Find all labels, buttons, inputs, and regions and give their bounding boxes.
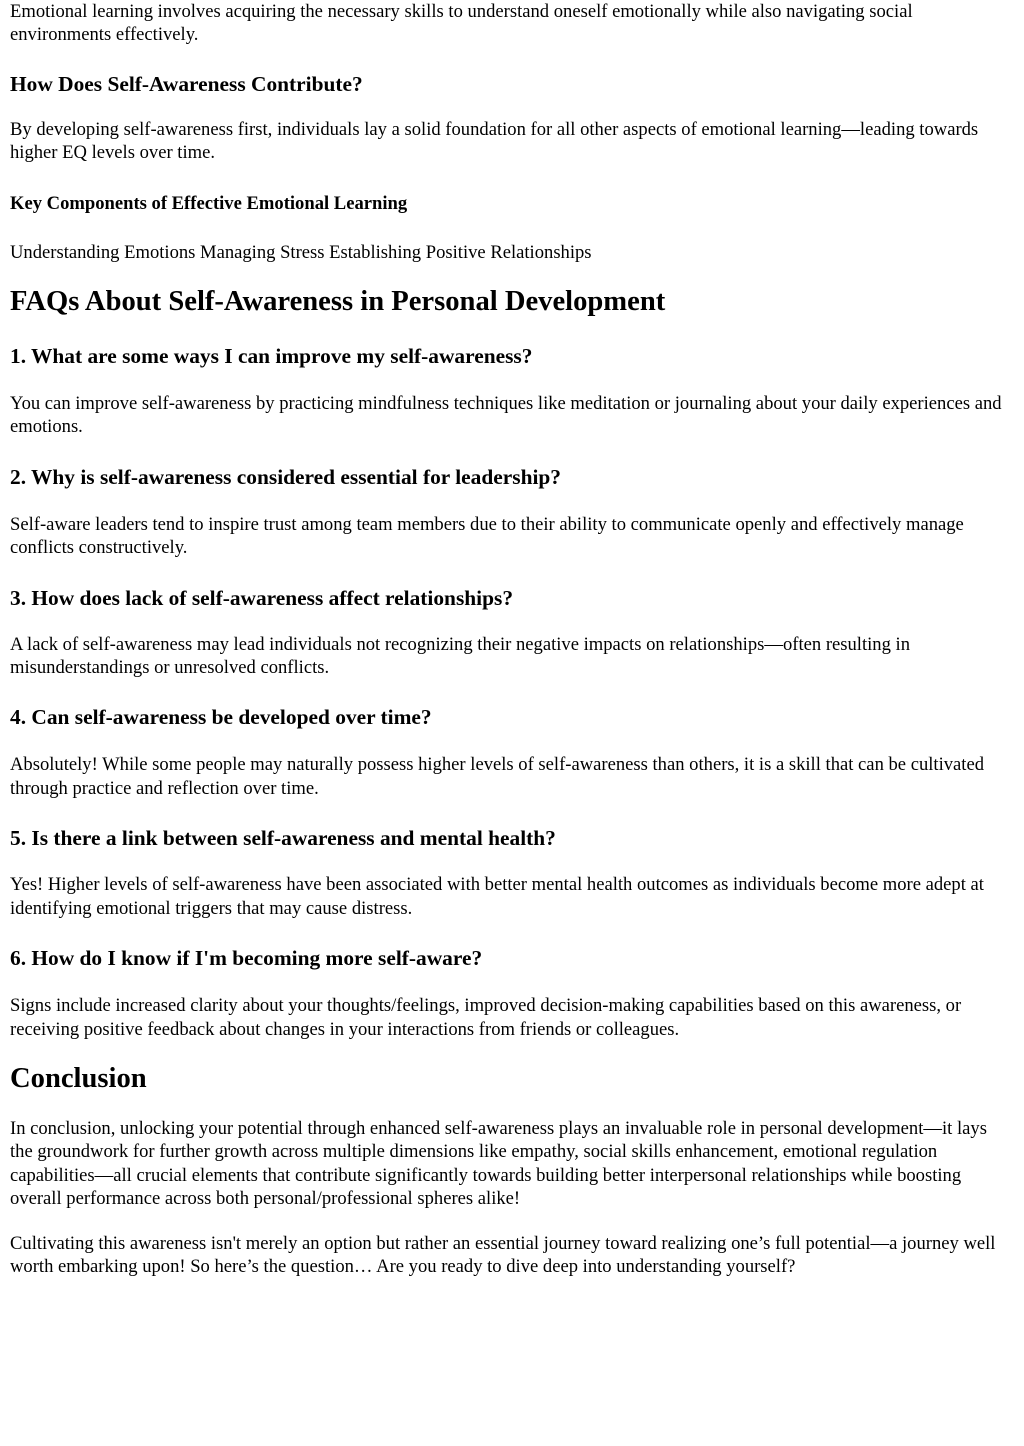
intro-paragraph: Emotional learning involves acquiring the necessary skills to understand oneself emotionally while also navigating social environments effectively.: [10, 1, 913, 46]
key-components-heading: Key Components of Effective Emotional Learning: [10, 192, 408, 214]
faq-question: 3. How does lack of self-awareness affect relationships?: [10, 585, 514, 610]
faq-answer: A lack of self-awareness may lead individuals not recognizing their negative impacts on relationships—often resulting in misunderstandings or unresolved conflicts.: [10, 633, 910, 679]
self-awareness-paragraph: By developing self-awareness first, individuals lay a solid foundation for all other aspects of emotional learning—leading towards higher EQ levels over time.: [10, 118, 979, 164]
faq-question: 1. What are some ways I can improve my self-awareness?: [10, 344, 533, 369]
faq-question: 6. How do I know if I'm becoming more self-aware?: [10, 946, 483, 971]
faq-answer: Self-aware leaders tend to inspire trust among team members due to their ability to communicate openly and effectively manage conflicts constructively.: [10, 513, 964, 559]
faq-answer: Absolutely! While some people may naturally possess higher levels of self-awareness than others, it is a skill that can be cultivated through practice and reflection over time.: [10, 754, 985, 799]
conclusion-heading: Conclusion: [10, 1062, 147, 1094]
self-awareness-heading: How Does Self-Awareness Contribute?: [10, 71, 363, 96]
key-components-paragraph: Understanding Emotions Managing Stress Establishing Positive Relationships: [10, 241, 592, 263]
conclusion-paragraph: Cultivating this awareness isn't merely an option but rather an essential journey toward realizing one’s full potential—a journey well worth embarking upon! So here’s the question… Are you ready to dive deep into understanding yourself?: [10, 1232, 996, 1277]
faq-question: 2. Why is self-awareness considered essential for leadership?: [10, 464, 562, 489]
faq-answer: Signs include increased clarity about your thoughts/feelings, improved decision-making capabilities based on this awareness, or receiving positive feedback about changes in your interactions from friends or colleagues.: [10, 995, 962, 1040]
conclusion-paragraph: In conclusion, unlocking your potential through enhanced self-awareness plays an invaluable role in personal development—it lays the groundwork for further growth across multiple dimensions like empathy, social skills enhancement, emotional regulation capabilities—all crucial elements that contribute significantly towards building better interpersonal relationships while boosting overall performance across both personal/professional spheres alike!: [10, 1117, 987, 1210]
faq-answer: Yes! Higher levels of self-awareness have been associated with better mental health outcomes as individuals become more adept at identifying emotional triggers that may cause distress.: [10, 874, 984, 919]
faq-question: 4. Can self-awareness be developed over time?: [10, 705, 432, 730]
faq-answer: You can improve self-awareness by practicing mindfulness techniques like meditation or journaling about your daily experiences and emotions.: [10, 393, 1002, 438]
faq-question: 5. Is there a link between self-awareness and mental health?: [10, 826, 556, 851]
faqs-heading: FAQs About Self-Awareness in Personal Development: [10, 286, 666, 318]
